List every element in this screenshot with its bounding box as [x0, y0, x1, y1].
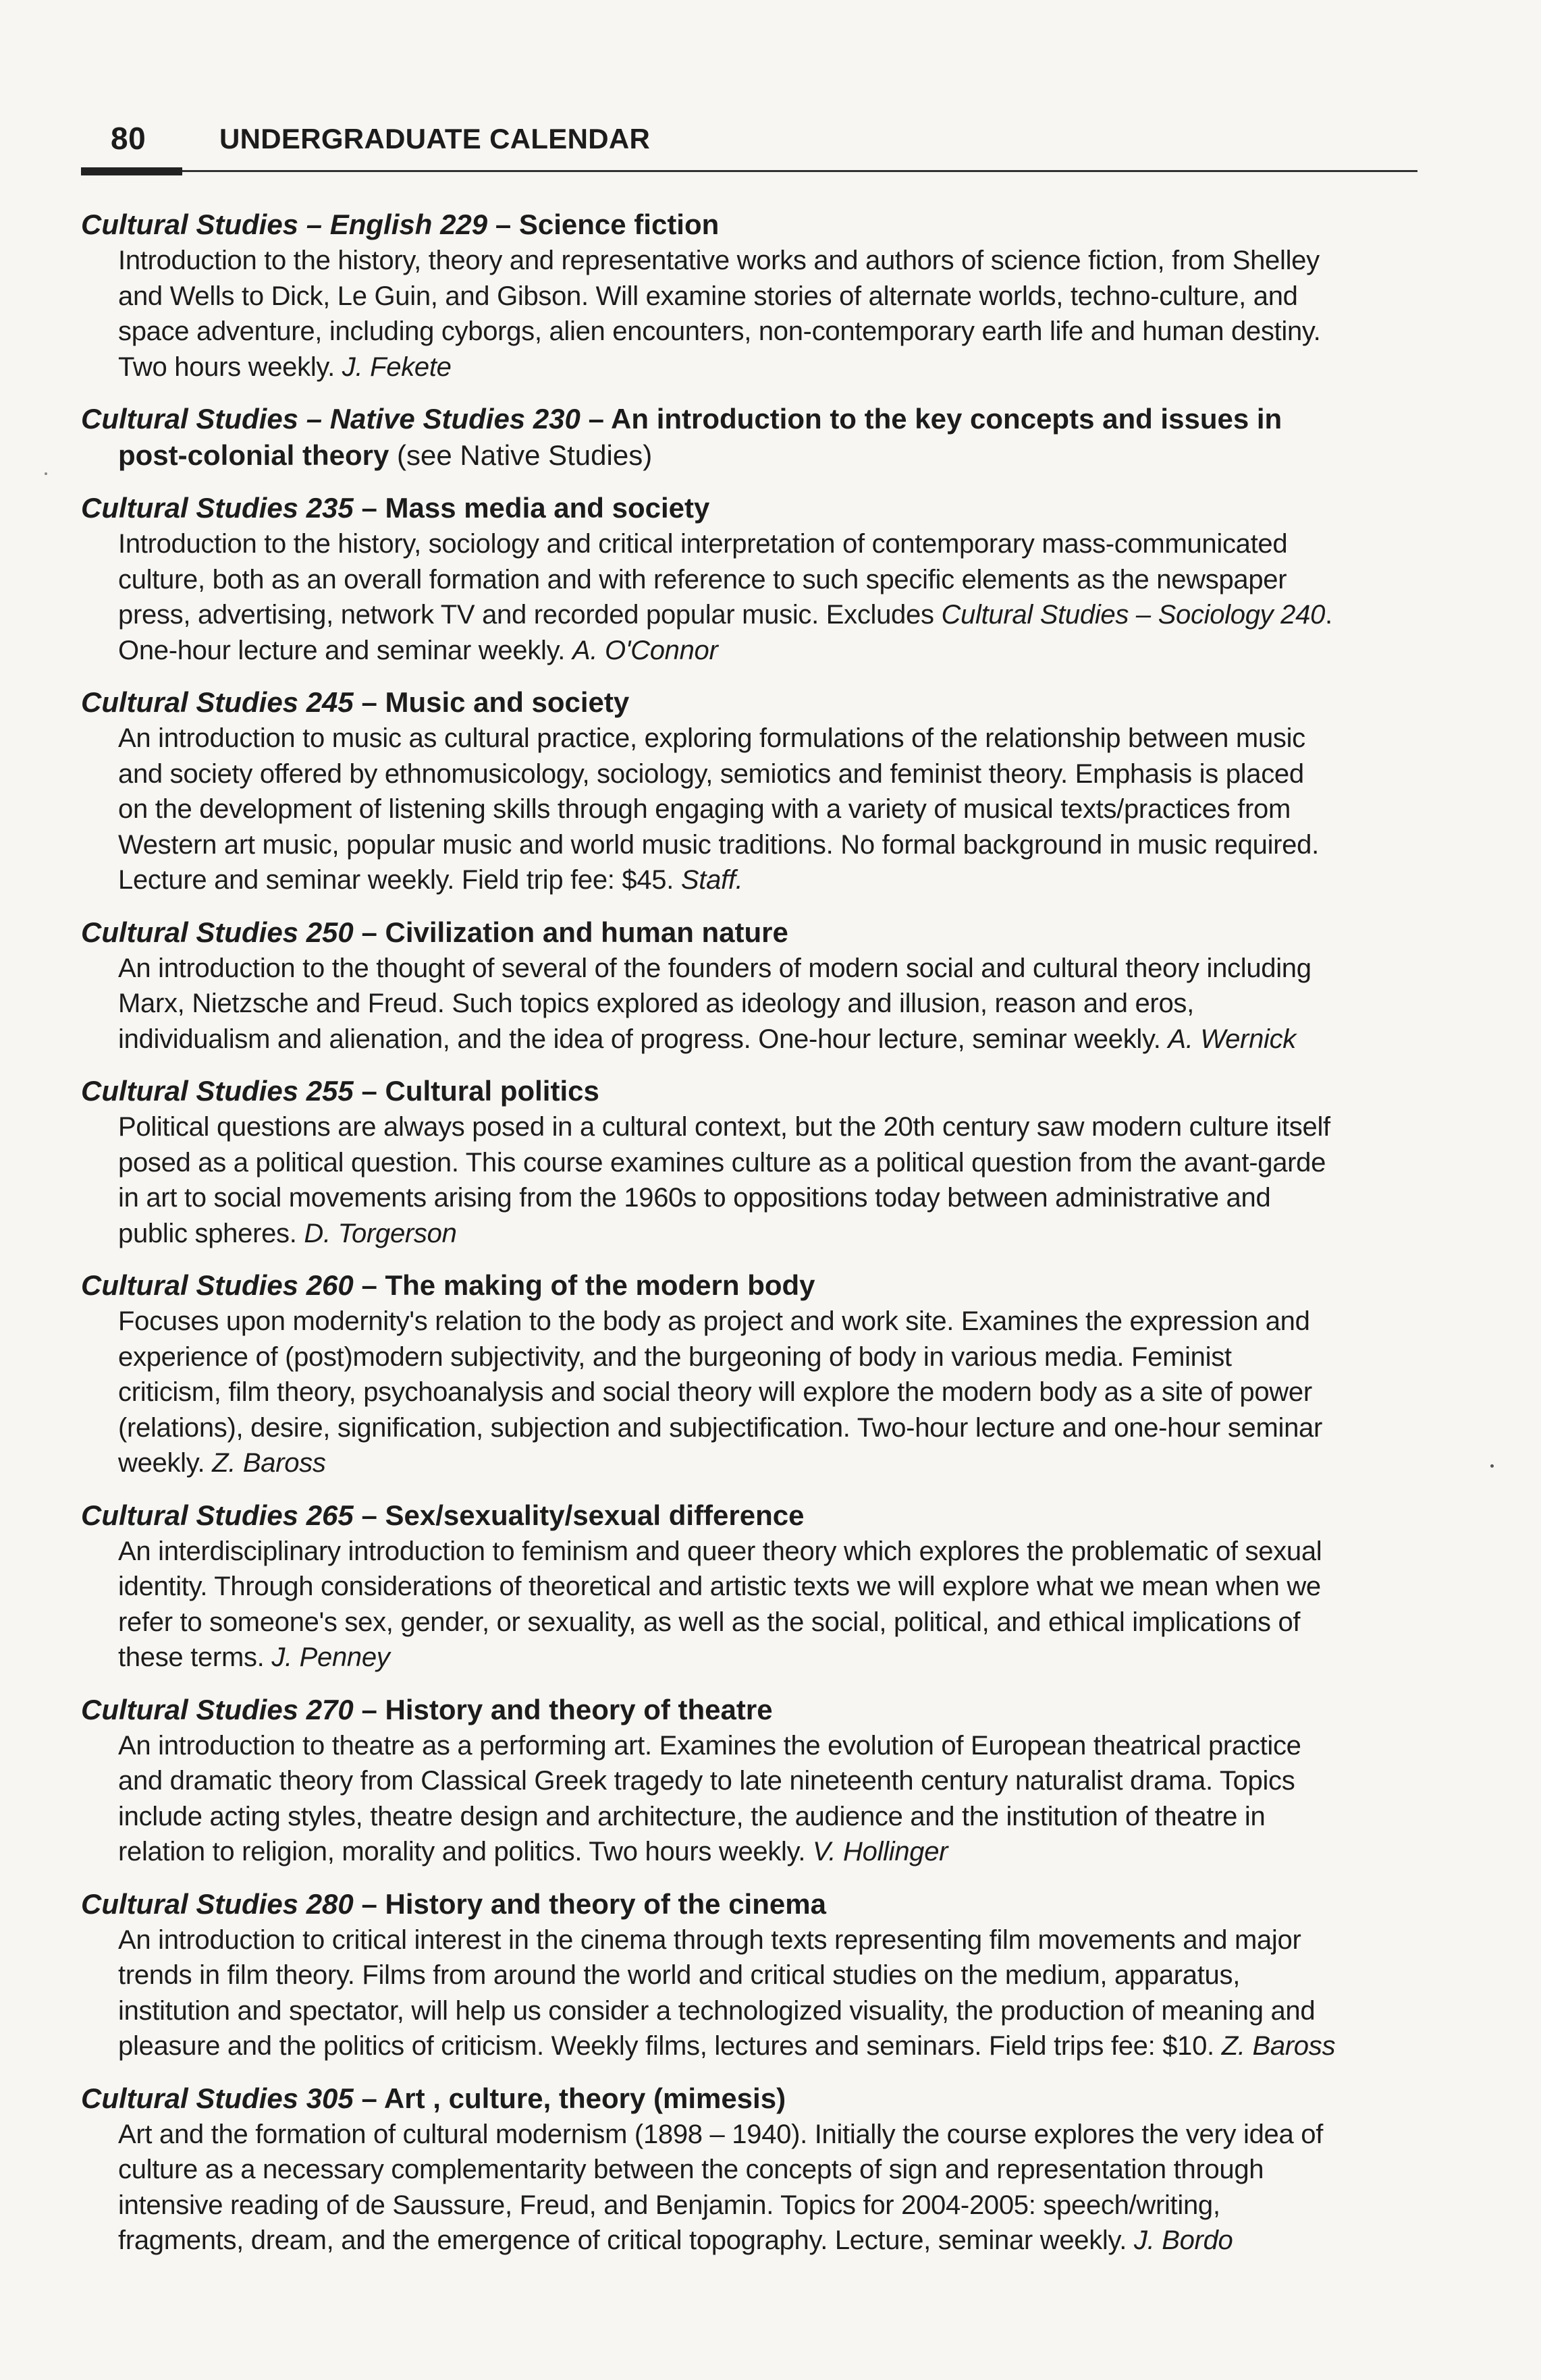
description-text: An introduction to critical interest in the cinema through texts representing film movements and major trends in film theory. Films from around the world and critical studies on the medium, apparatus, institution and spectator, will help us consider a technologized visuality, the production of meaning and pleasure and the politics of criticism. Weekly films, lectures and seminars. Field trips fee: $10. — [118, 1925, 1316, 2061]
course-title: Sex/sexuality/sexual difference — [385, 1499, 805, 1531]
course-heading — [81, 1692, 1336, 1728]
course-entry — [81, 1497, 1336, 1676]
course-entry — [81, 1692, 1336, 1870]
cross-reference: (see Native Studies) — [389, 439, 653, 471]
course-description — [118, 1534, 1336, 1676]
course-title: The making of the modern body — [385, 1269, 815, 1301]
heading-separator: – — [487, 209, 519, 240]
course-instructor: J. Bordo — [1133, 2225, 1233, 2255]
course-heading — [81, 1267, 1336, 1304]
course-title: Mass media and society — [385, 492, 710, 524]
course-title: History and theory of theatre — [385, 1693, 773, 1725]
course-instructor: J. Penney — [271, 1642, 390, 1672]
heading-separator: – — [353, 916, 385, 948]
course-code: Cultural Studies 245 — [81, 686, 354, 718]
course-title: Art , culture, theory (mimesis) — [383, 2082, 786, 2114]
heading-separator: – — [353, 686, 385, 718]
course-heading — [81, 206, 1336, 243]
course-heading — [81, 914, 1336, 951]
course-entry — [81, 1267, 1336, 1481]
course-description — [118, 1728, 1336, 1870]
course-description — [118, 2117, 1336, 2259]
course-title: Cultural politics — [385, 1075, 599, 1107]
course-code: Cultural Studies 260 — [81, 1269, 354, 1301]
course-entry — [81, 1886, 1336, 2064]
header-rule — [182, 170, 1417, 172]
course-heading — [81, 684, 1336, 721]
course-instructor: Staff. — [680, 865, 743, 895]
course-entry — [81, 401, 1336, 474]
course-title: An introduction to the key concepts and issues in post-colonial theory — [118, 403, 1282, 471]
heading-separator: – — [353, 2082, 384, 2114]
description-text: An introduction to the thought of several of the founders of modern social and cultural theory including Marx, Nietzsche and Freud. Such topics explored as ideology and illusion, reason and eros, individualism and alienation, and the idea of progress. One-hour lecture, seminar weekly. — [118, 953, 1312, 1054]
course-code: Cultural Studies 265 — [81, 1499, 354, 1531]
course-instructor: A. Wernick — [1168, 1024, 1297, 1054]
course-description — [118, 721, 1336, 898]
course-code: Cultural Studies – Native Studies 230 — [81, 403, 580, 435]
course-description — [118, 243, 1336, 385]
scan-speck — [45, 472, 47, 475]
description-text: Focuses upon modernity's relation to the body as project and work site. Examines the expression and experience of (post)modern subjectivity, and the burgeoning of body in various media. Feminist criticism, film theory, psychoanalysis and social theory will explore the modern body as a site of power (relations), desire, signification, subjection and subjectification. Two-hour lecture and one-hour seminar weekly. — [118, 1306, 1322, 1478]
course-description — [118, 1109, 1336, 1251]
course-entry — [81, 914, 1336, 1057]
description-text: Introduction to the history, sociology and critical interpretation of contemporary mass-communicated culture, both as an overall formation and with reference to such specific elements as the newspaper press, advertising, network TV and recorded popular music. Excludes — [118, 529, 1288, 630]
course-title: Civilization and human nature — [385, 916, 788, 948]
course-code: Cultural Studies 255 — [81, 1075, 354, 1107]
course-title: Science fiction — [518, 209, 720, 240]
excluded-course: Cultural Studies – Sociology 240 — [941, 600, 1326, 630]
course-heading — [81, 1886, 1336, 1922]
description-text: Political questions are always posed in a cultural context, but the 20th century saw modern culture itself posed as a political question. This course examines culture as a political question from the avant-garde in art to social movements arising from the 1960s to oppositions today between administrative and public spheres. — [118, 1112, 1330, 1248]
course-instructor: Z. Baross — [212, 1448, 326, 1478]
description-text-tail: . One-hour lecture and seminar weekly. — [118, 600, 1332, 665]
course-heading — [81, 401, 1336, 474]
course-instructor: D. Torgerson — [304, 1218, 457, 1248]
description-text: An introduction to theatre as a performing art. Examines the evolution of European theatrical practice and dramatic theory from Classical Greek tragedy to late nineteenth century naturalist drama. Topics include acting styles, theatre design and architecture, the audience and the institution of theatre in relation to religion, morality and politics. Two hours weekly. — [118, 1730, 1301, 1866]
course-code: Cultural Studies 235 — [81, 492, 354, 524]
header-rule-thick — [81, 167, 182, 175]
course-code: Cultural Studies – English 229 — [81, 209, 488, 240]
page-number: 80 — [111, 121, 146, 156]
course-description — [118, 1304, 1336, 1481]
course-entry — [81, 684, 1336, 898]
heading-separator: – — [353, 492, 385, 524]
course-code: Cultural Studies 280 — [81, 1887, 354, 1920]
description-text: An introduction to music as cultural practice, exploring formulations of the relationship between music and society offered by ethnomusicology, sociology, semiotics and feminist theory. Emphasis is placed on the development of listening skills through engaging with a variety of musical texts/practices from Western art music, popular music and world music traditions. No formal background in music required. Lecture and seminar weekly. Field trip fee: $45. — [118, 723, 1319, 895]
description-text: An interdisciplinary introduction to feminism and queer theory which explores the problematic of sexual identity. Through considerations of theoretical and artistic texts we will explore what we mean when we refer to someone's sex, gender, or sexuality, as well as the social, political, and ethical implications of these terms. — [118, 1536, 1322, 1672]
heading-separator: – — [353, 1693, 385, 1725]
heading-separator: – — [353, 1269, 385, 1301]
course-entry — [81, 2080, 1336, 2259]
course-instructor: A. O'Connor — [572, 635, 718, 665]
course-heading — [81, 1497, 1336, 1534]
course-heading — [81, 2080, 1336, 2117]
course-description — [118, 951, 1336, 1057]
course-code: Cultural Studies 305 — [81, 2082, 354, 2114]
course-code: Cultural Studies 250 — [81, 916, 354, 948]
heading-separator: – — [353, 1075, 385, 1107]
course-heading — [81, 1073, 1336, 1109]
heading-separator: – — [353, 1499, 385, 1531]
heading-separator: – — [353, 1887, 385, 1920]
course-list — [81, 206, 1336, 2275]
course-instructor: V. Hollinger — [813, 1837, 948, 1866]
course-title: History and theory of the cinema — [385, 1887, 826, 1920]
description-text: Introduction to the history, theory and representative works and authors of science fiction, from Shelley and Wells to Dick, Le Guin, and Gibson. Will examine stories of alternate worlds, techno-culture, and space adventure, including cyborgs, alien encounters, non-contemporary earth life and human destiny. Two hours weekly. — [118, 246, 1321, 382]
course-description — [118, 526, 1336, 668]
course-instructor: Z. Baross — [1221, 2031, 1336, 2061]
course-entry — [81, 490, 1336, 668]
course-title: Music and society — [385, 686, 630, 718]
course-entry — [81, 1073, 1336, 1251]
course-description — [118, 1922, 1336, 2064]
course-entry — [81, 206, 1336, 385]
course-code: Cultural Studies 270 — [81, 1693, 354, 1725]
heading-separator: – — [580, 403, 612, 435]
page-header — [81, 113, 1336, 181]
description-text: Art and the formation of cultural modernism (1898 – 1940). Initially the course explores the very idea of culture as a necessary complementarity between the concepts of sign and representation through intensive reading of de Saussure, Freud, and Benjamin. Topics for 2004-2005: speech/writing, fragments, dream, and the emergence of critical topography. Lecture, seminar weekly. — [118, 2119, 1324, 2255]
scan-speck — [1490, 1464, 1494, 1468]
course-heading — [81, 490, 1336, 526]
running-title: UNDERGRADUATE CALENDAR — [219, 123, 651, 155]
course-instructor: J. Fekete — [342, 352, 452, 382]
